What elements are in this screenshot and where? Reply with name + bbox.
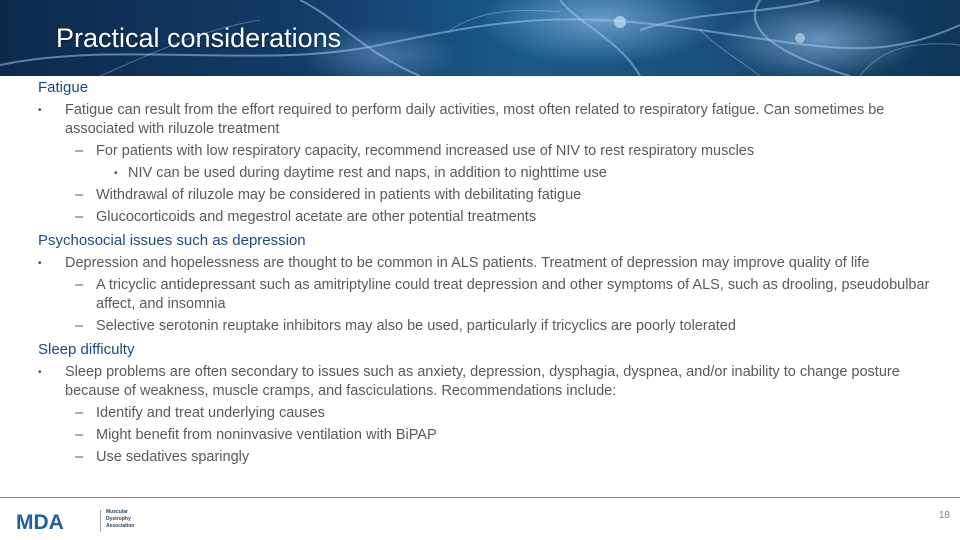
bullet-item	[38, 363, 956, 401]
sub-bullet-text: Use sedatives sparingly	[96, 449, 250, 465]
mda-logo-mark-icon	[16, 508, 84, 534]
page-number-box	[924, 502, 956, 532]
sub-bullet-text: For patients with low respiratory capacity, recommend increased use of NIV to rest respiratory muscles	[96, 143, 755, 159]
sub-bullet-text: A tricyclic antidepressant such as amitriptyline could treat depression and other symptoms of ALS, such as drooling, pseudobulbar affect, and insomnia	[96, 277, 930, 312]
sub-bullet-item	[38, 448, 956, 467]
logo-line: Association	[106, 523, 135, 529]
dash-marker: –	[75, 449, 84, 465]
logo-mark-text: MDA	[16, 511, 64, 534]
bullet-item	[38, 101, 956, 139]
dash-marker: –	[75, 318, 84, 334]
sub-bullet-text: Identify and treat underlying causes	[96, 405, 325, 421]
section-fatigue	[38, 77, 956, 227]
sub-bullet-item	[38, 426, 956, 445]
dash-marker: –	[75, 427, 84, 443]
dash-marker: –	[75, 143, 84, 159]
bullet-text: Depression and hopelessness are thought to be common in ALS patients. Treatment of depression may improve quality of life	[65, 255, 870, 271]
bullet-text: Fatigue can result from the effort required to perform daily activities, most often related to respiratory fatigue. Can sometimes be associated with riluzole treatment	[65, 102, 885, 137]
section-heading: Fatigue	[38, 79, 89, 96]
logo-wordmark	[106, 509, 134, 530]
section-sleep	[38, 339, 956, 467]
dash-marker: –	[75, 277, 84, 293]
dash-marker: –	[75, 209, 84, 225]
section-heading: Psychosocial issues such as depression	[38, 232, 306, 249]
sub-bullet-text: Selective serotonin reuptake inhibitors may also be used, particularly if tricyclics are poorly tolerated	[96, 318, 736, 334]
sub-bullet-item	[38, 142, 956, 161]
sub-bullet-text: Glucocorticoids and megestrol acetate are other potential treatments	[96, 209, 537, 225]
section-heading: Sleep difficulty	[38, 341, 135, 358]
header-banner	[0, 0, 960, 76]
bullet-dot: •	[38, 258, 42, 269]
sub-bullet-item	[38, 208, 956, 227]
sub-bullet-text: Might benefit from noninvasive ventilation with BiPAP	[96, 427, 437, 443]
sub-sub-bullet-item	[38, 164, 956, 183]
logo-line: Dystrophy	[106, 516, 131, 522]
sub-bullet-text: Withdrawal of riluzole may be considered in patients with debilitating fatigue	[96, 187, 582, 203]
slide-body	[38, 77, 956, 467]
bullet-dot: •	[38, 367, 42, 378]
bullet-dot: •	[38, 105, 42, 116]
page-number: 18	[938, 510, 950, 521]
footer-divider	[0, 497, 960, 498]
dash-marker: –	[75, 187, 84, 203]
sub-bullet-item	[38, 404, 956, 423]
sub-sub-bullet-text: NIV can be used during daytime rest and naps, in addition to nighttime use	[128, 165, 607, 181]
slide-title: Practical considerations	[56, 23, 342, 53]
sub-bullet-item	[38, 317, 956, 336]
sub-bullet-item	[38, 186, 956, 205]
bullet-item	[38, 254, 956, 273]
mda-logo	[16, 508, 136, 534]
bullet-dot: •	[114, 168, 118, 179]
section-psychosocial	[38, 230, 956, 336]
dash-marker: –	[75, 405, 84, 421]
logo-divider	[100, 510, 101, 532]
bullet-text: Sleep problems are often secondary to issues such as anxiety, depression, dysphagia, dyspnea, and/or inability to change posture because of weakness, muscle cramps, and fasciculations. Recommendations include:	[65, 364, 900, 399]
sub-bullet-item	[38, 276, 956, 314]
logo-line: Muscular	[106, 509, 128, 515]
